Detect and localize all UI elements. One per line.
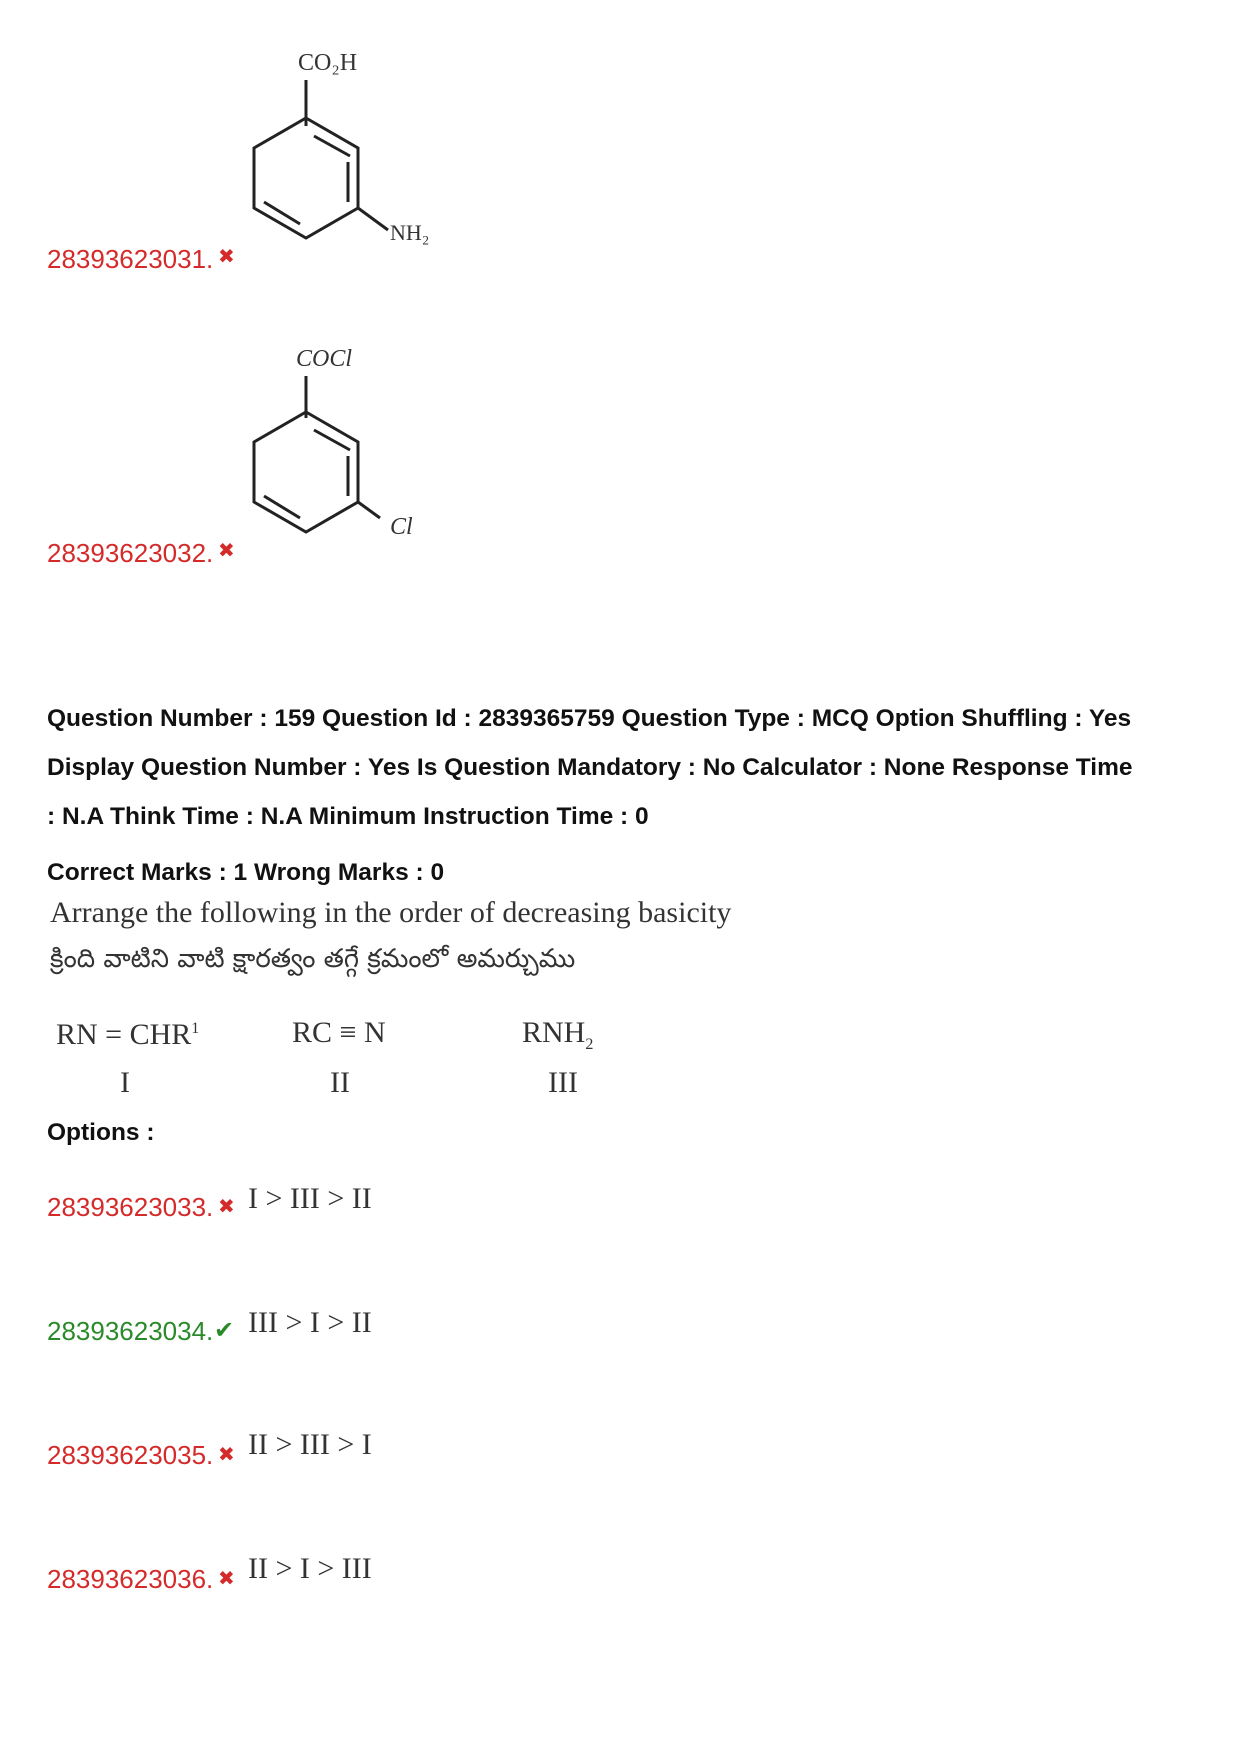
cross-icon: ✖ [218,1566,235,1590]
option-text: II > III > I [248,1428,372,1461]
cross-icon: ✖ [218,1442,235,1466]
option-id-28393623035: 28393623035. [47,1440,214,1470]
structure-3-aminobenzoic-acid [230,40,450,250]
structure-meta-group: Cl [390,514,413,540]
option-text: II > I > III [248,1552,372,1585]
option-text: III > I > II [248,1306,372,1339]
check-icon: ✔ [214,1316,235,1344]
compound-ii-label: II [330,1066,350,1099]
structure-3-chlorobenzoyl-chloride [230,342,450,542]
option-text: I > III > II [248,1182,372,1215]
question-meta-line: Display Question Number : Yes Is Question Mandatory : No Calculator : None Response Time [47,754,1133,781]
cross-icon: ✖ [218,538,235,562]
question-meta-line: Question Number : 159 Question Id : 2839365759 Question Type : MCQ Option Shuffling : Yes [47,705,1132,732]
structure-meta-group: NH₂ [390,220,430,245]
compound-iii-formula: $RNH_2$ [522,1016,594,1053]
cross-icon: ✖ [218,244,235,268]
compound-i-label: I [120,1066,130,1099]
structure-top-group: CO₂H [298,50,358,76]
compound-iii-label: III [548,1066,578,1099]
question-meta-line: : N.A Think Time : N.A Minimum Instruction Time : 0 [47,803,649,830]
option-id-28393623036: 28393623036. [47,1564,214,1594]
option-id-28393623034: 28393623034. [47,1316,214,1346]
structure-top-group: COCl [296,346,353,372]
option-id-28393623031: 28393623031. [47,244,214,274]
question-text-english: Arrange the following in the order of decreasing basicity [50,896,732,929]
question-text-telugu: క్రింది వాటిని వాటి క్షారత్వం తగ్గే క్రమంలో అమర్చుము [50,944,576,974]
options-label: Options : [47,1119,155,1146]
question-marks: Correct Marks : 1 Wrong Marks : 0 [47,859,445,886]
option-id-28393623033: 28393623033. [47,1192,214,1222]
compound-i-formula: RN = $CHR^1$ [56,1018,200,1051]
option-id-28393623032: 28393623032. [47,538,214,568]
question-meta [47,694,1207,841]
compound-ii-formula: RC ≡ N [292,1016,386,1049]
cross-icon: ✖ [218,1194,235,1218]
